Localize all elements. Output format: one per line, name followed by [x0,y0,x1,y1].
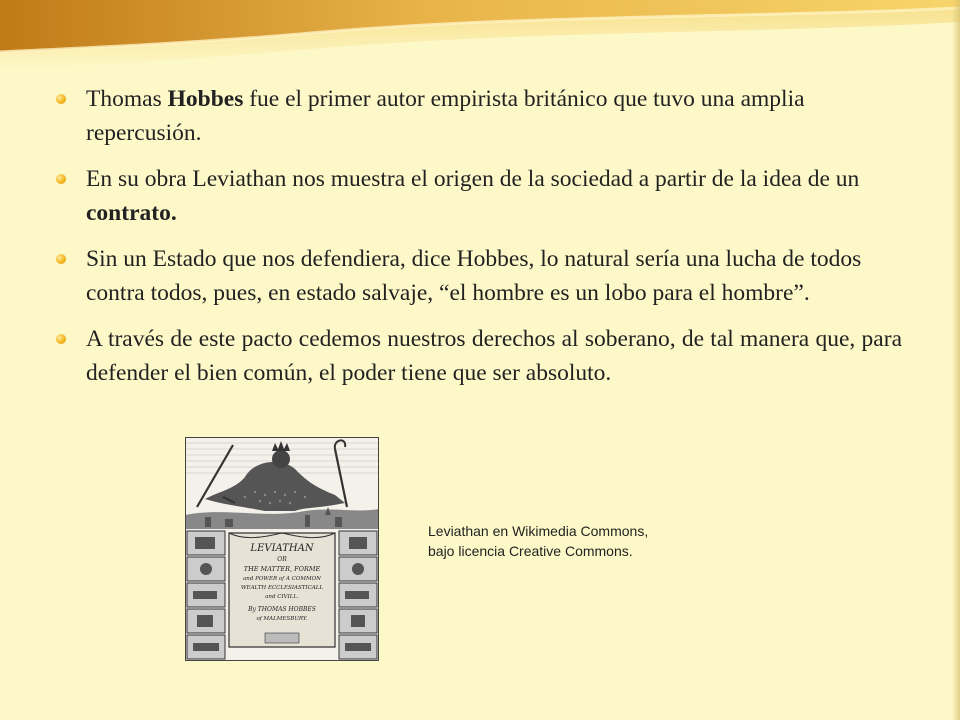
image-title-line: OR [277,556,287,563]
image-title-line: WEALTH ECCLESIASTICALL [240,585,324,591]
image-title-line: THE MATTER, FORME [243,565,321,573]
image-title-line: of MALMESBURY. [256,616,308,622]
bullet-item-hobbes [56,82,902,150]
leviathan-engraving [185,437,379,661]
bullet-text: En su obra Leviathan nos muestra el origen de la sociedad a partir de la idea de un contrato. [86,166,860,226]
bold-hobbes: Hobbes [167,86,244,112]
bullet-dot-icon [56,254,66,264]
image-title-line: and CIVILL. [265,594,299,600]
bullet-dot-icon [56,334,66,344]
bullet-item-leviathan [56,162,902,230]
bold-contrato: contrato. [86,200,177,226]
bullet-item-estado [56,242,902,310]
image-caption [428,521,648,561]
right-edge-shadow [952,0,960,720]
bullet-text: Thomas Hobbes fue el primer autor empirista británico que tuvo una amplia repercusión. [86,86,805,146]
bullet-text: Sin un Estado que nos defendiera, dice Hobbes, lo natural sería una lucha de todos contra todos, pues, en estado salvaje, “el hombre es un lobo para el hombre”. [86,246,862,306]
header-wave-graphic [0,0,960,80]
image-title-line: and POWER of A COMMON [243,576,321,582]
bullet-list [56,82,902,402]
image-title-line: LEVIATHAN [250,543,314,554]
caption-line-1: Leviathan en Wikimedia Commons, [428,523,649,539]
caption-line-2: bajo licencia Creative Commons. [428,543,633,559]
bullet-dot-icon [56,174,66,184]
bullet-item-pacto [56,322,902,390]
header-decoration-band [0,0,960,80]
image-title-line: By THOMAS HOBBES [248,606,316,613]
bullet-dot-icon [56,94,66,104]
leviathan-frontispiece-image [185,437,379,661]
bullet-text: A través de este pacto cedemos nuestros derechos al soberano, de tal manera que, para defender el bien común, el poder tiene que ser absoluto. [86,326,902,386]
